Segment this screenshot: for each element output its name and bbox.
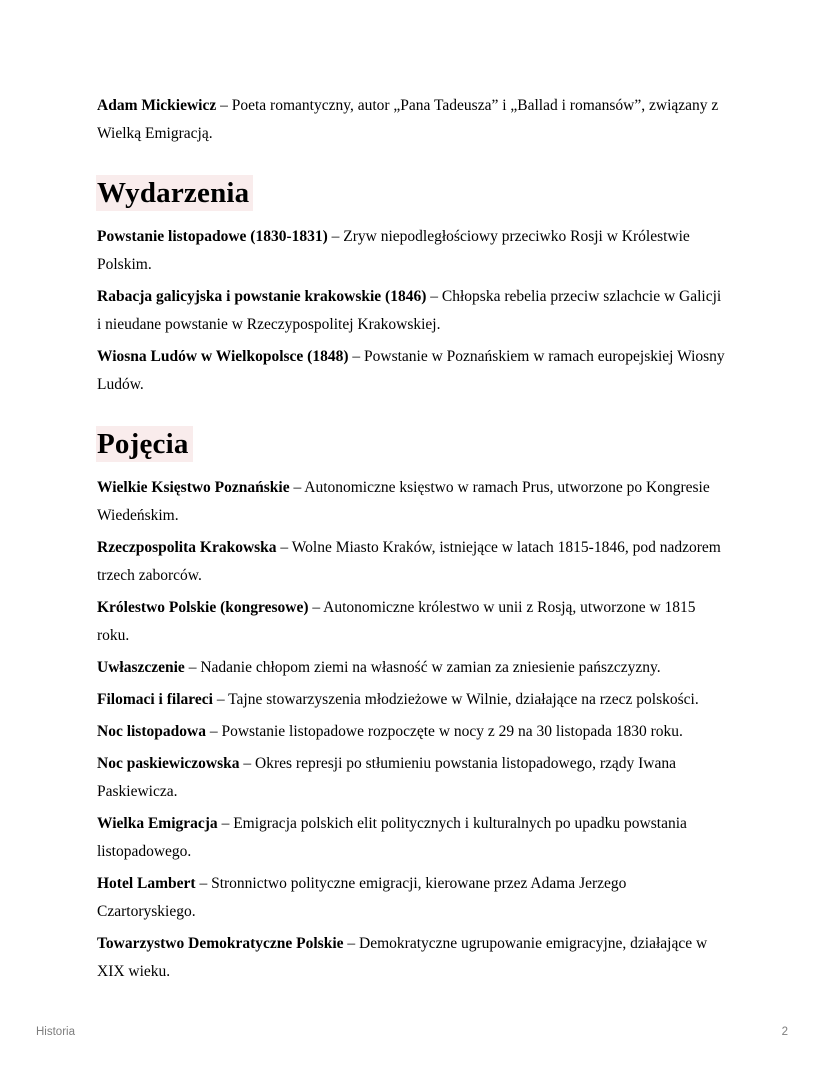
term-text: Noc paskiewiczowska — [97, 755, 240, 772]
definition-text: – Stronnictwo polityczne emigracji, kierowane przez Adama Jerzego Czartoryskiego. — [97, 875, 627, 920]
definition-text: – Autonomiczne księstwo w ramach Prus, utworzone po Kongresie Wiedeńskim. — [97, 479, 710, 524]
term-text: Rabacja galicyjska i powstanie krakowskie (1846) — [97, 288, 427, 305]
term-text: Rzeczpospolita Krakowska — [97, 539, 277, 556]
page-footer — [36, 1026, 788, 1038]
section-heading-pojecia — [97, 427, 728, 462]
definition-entry — [97, 718, 728, 746]
definition-text: – Powstanie w Poznańskiem w ramach europejskiej Wiosny Ludów. — [97, 348, 725, 393]
definition-text: – Autonomiczne królestwo w unii z Rosją, utworzone w 1815 roku. — [97, 599, 696, 644]
definition-text: – Chłopska rebelia przeciw szlachcie w Galicji i nieudane powstanie w Rzeczypospolitej Krakowskiej. — [97, 288, 722, 333]
term-text: Uwłaszczenie — [97, 659, 185, 676]
section-heading-wydarzenia — [97, 176, 728, 211]
term-text: Wiosna Ludów w Wielkopolsce (1848) — [97, 348, 349, 365]
definition-entry — [97, 343, 728, 399]
definition-text: – Tajne stowarzyszenia młodzieżowe w Wilnie, działające na rzecz polskości. — [212, 691, 699, 708]
footer-document-title: Historia — [36, 1026, 75, 1038]
definition-text: – Demokratyczne ugrupowanie emigracyjne, działające w XIX wieku. — [97, 935, 708, 980]
term-text: Wielkie Księstwo Poznańskie — [97, 479, 290, 496]
definition-entry — [97, 870, 728, 926]
definition-text: – Nadanie chłopom ziemi na własność w zamian za zniesienie pańszczyzny. — [184, 659, 661, 676]
definition-entry — [97, 534, 728, 590]
definition-text: – Emigracja polskich elit politycznych i kulturalnych po upadku powstania listopadowego. — [97, 815, 687, 860]
term-text: Wielka Emigracja — [97, 815, 218, 832]
definition-entry — [97, 930, 728, 986]
definition-entry — [97, 810, 728, 866]
definition-text: – Okres represji po stłumieniu powstania listopadowego, rządy Iwana Paskiewicza. — [97, 755, 676, 800]
definition-text: – Wolne Miasto Kraków, istniejące w latach 1815-1846, pod nadzorem trzech zaborców. — [97, 539, 721, 584]
term-text: Królestwo Polskie (kongresowe) — [97, 599, 309, 616]
term-text: Towarzystwo Demokratyczne Polskie — [97, 935, 344, 952]
term-text: Noc listopadowa — [97, 723, 206, 740]
footer-page-number: 2 — [781, 1026, 788, 1038]
definition-entry — [97, 223, 728, 279]
definition-text: – Powstanie listopadowe rozpoczęte w nocy z 29 na 30 listopada 1830 roku. — [205, 723, 683, 740]
definition-entry — [97, 654, 728, 682]
definition-entry — [97, 594, 728, 650]
definition-entry — [97, 92, 728, 148]
definition-entry — [97, 474, 728, 530]
heading-highlight: Wydarzenia — [96, 175, 253, 211]
term-text: Adam Mickiewicz — [97, 97, 217, 114]
definition-entry — [97, 750, 728, 806]
definition-text: – Zryw niepodległościowy przeciwko Rosji w Królestwie Polskim. — [97, 228, 690, 273]
definition-entry — [97, 283, 728, 339]
term-text: Powstanie listopadowe (1830-1831) — [97, 228, 328, 245]
term-text: Hotel Lambert — [97, 875, 196, 892]
heading-highlight: Pojęcia — [96, 426, 193, 462]
definition-text: – Poeta romantyczny, autor „Pana Tadeusza” i „Ballad i romansów”, związany z Wielką Emigracją. — [97, 97, 719, 142]
term-text: Filomaci i filareci — [97, 691, 213, 708]
definition-entry — [97, 686, 728, 714]
